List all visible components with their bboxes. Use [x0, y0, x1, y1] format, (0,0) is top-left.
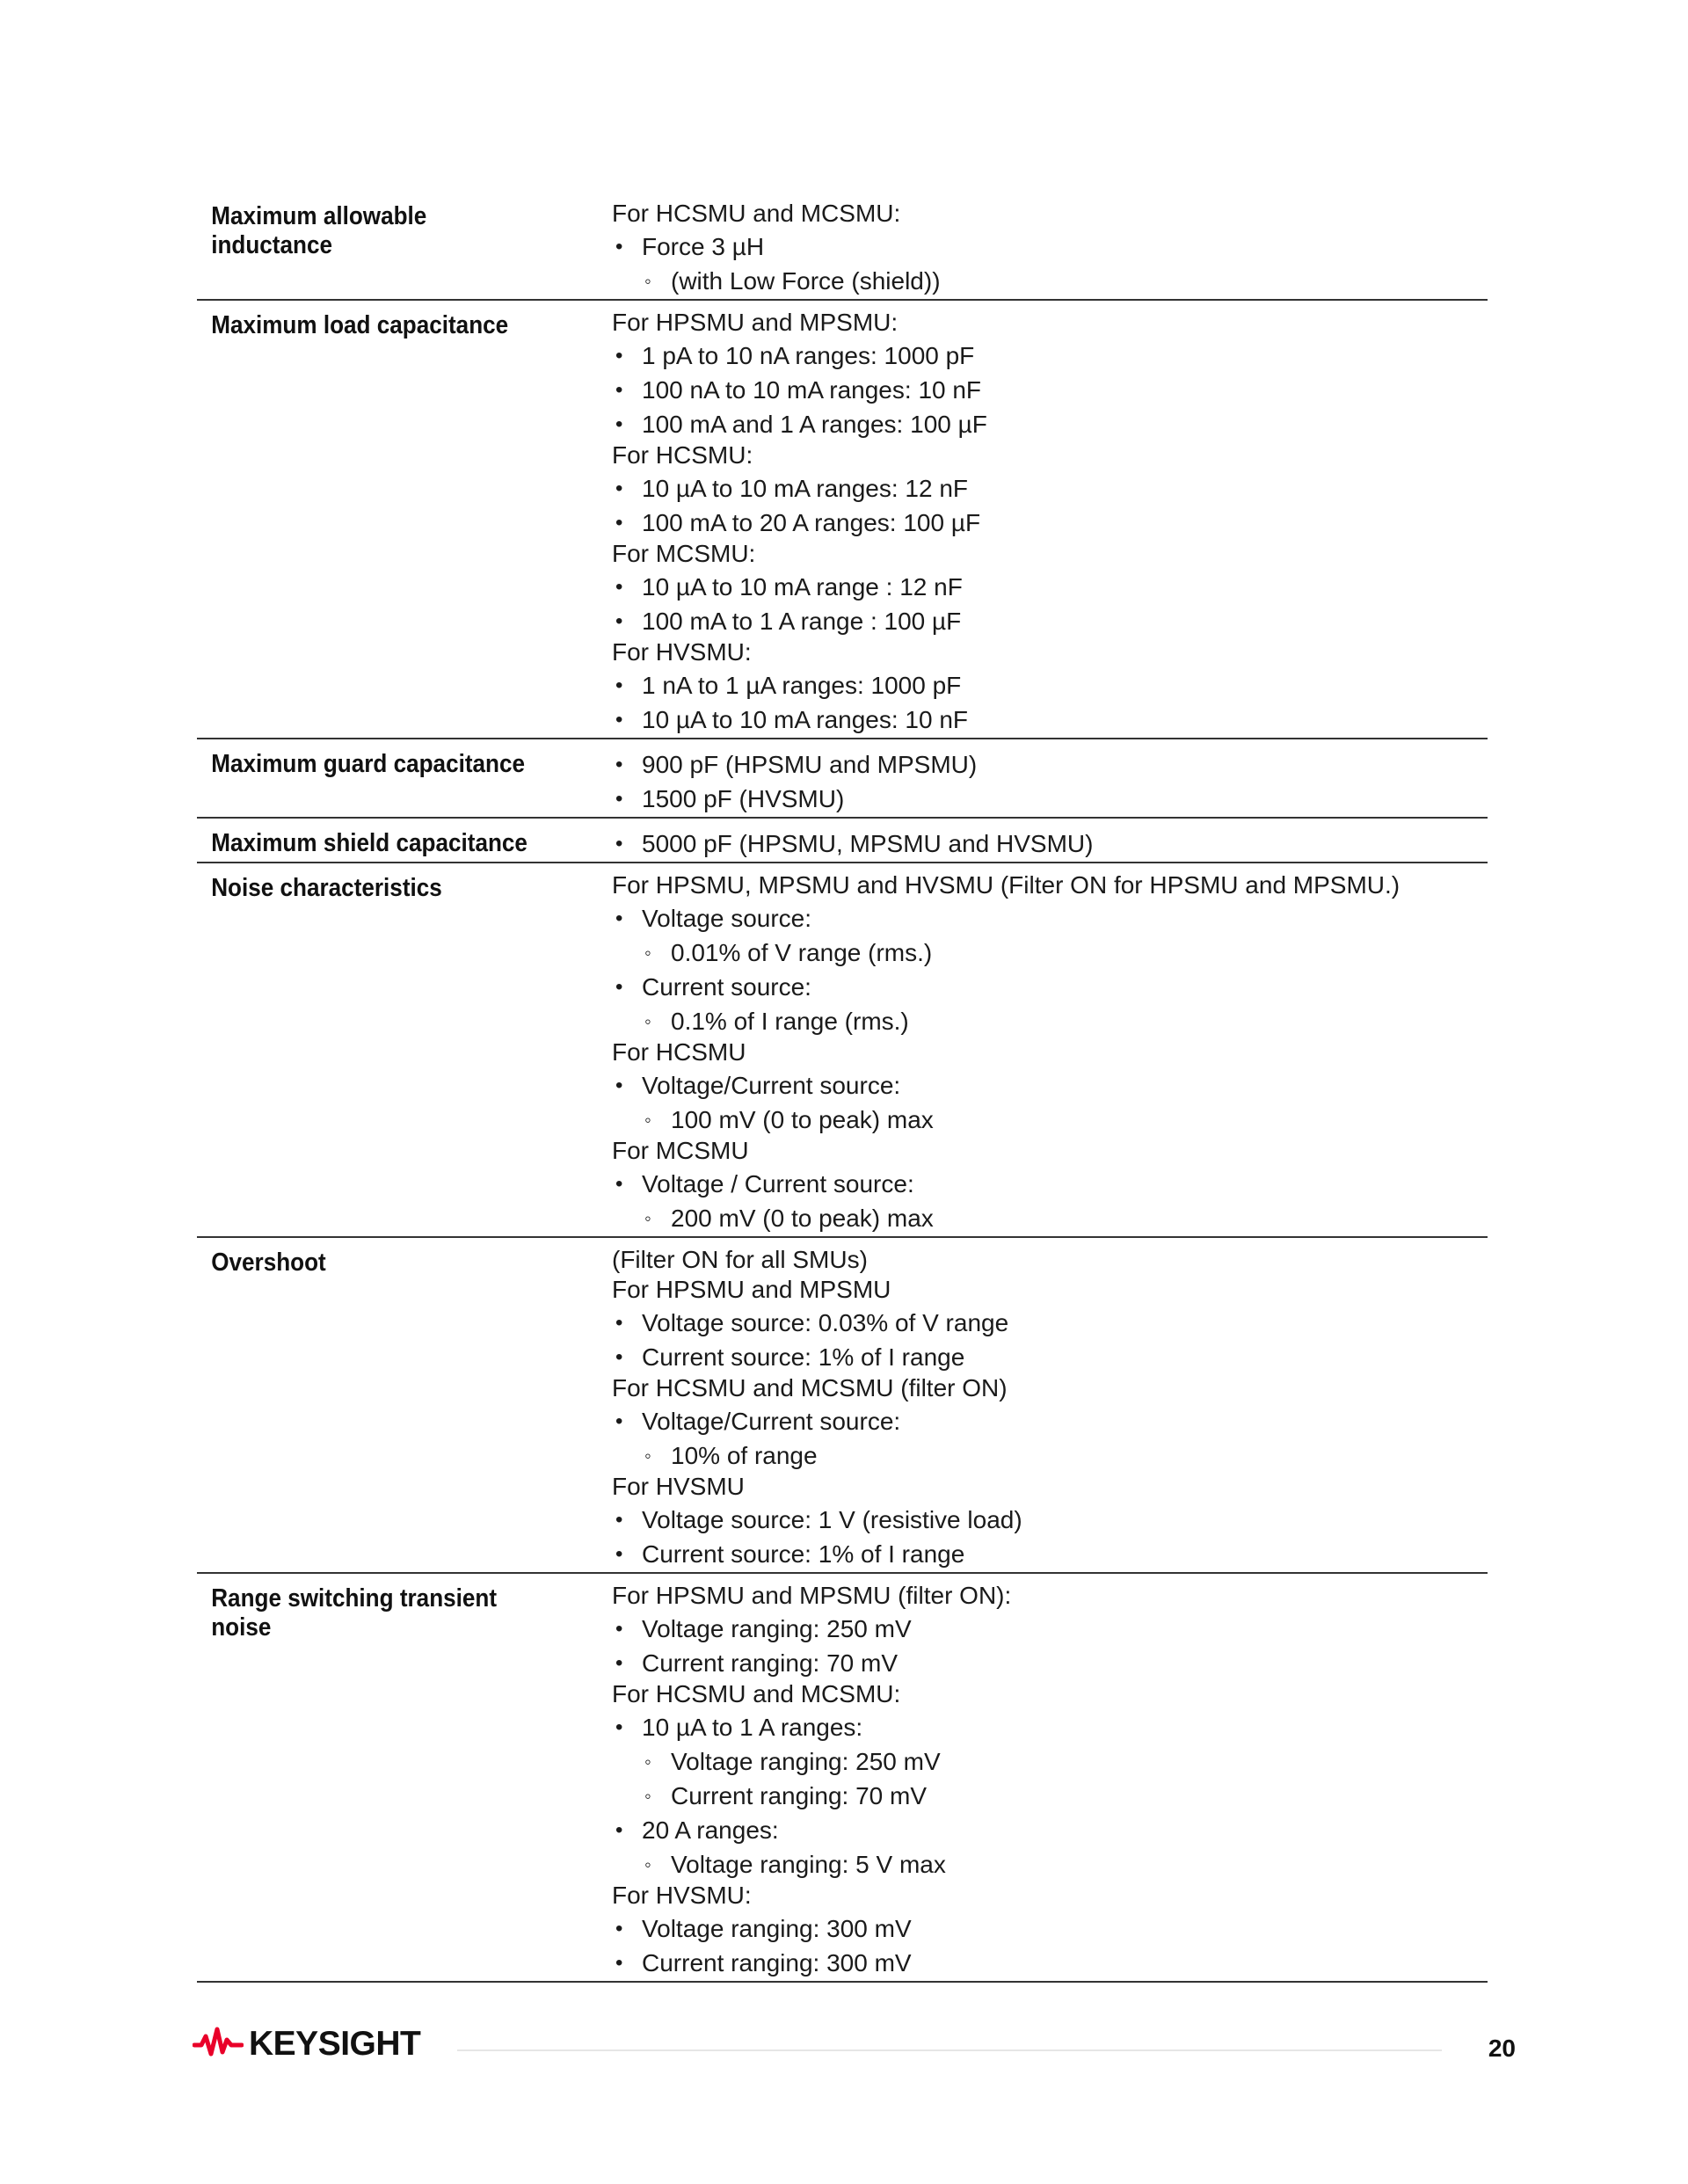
sub-bullet-item: ◦ 10% of range	[612, 1439, 1488, 1472]
spec-row	[197, 300, 1488, 739]
group-heading: For HCSMU and MCSMU:	[612, 1680, 901, 1707]
bullet-item: • Voltage / Current source:	[612, 1168, 1488, 1200]
sub-bullet-item: ◦ 0.01% of V range (rms.)	[612, 936, 1488, 969]
parameter-name: Noise characteristics	[211, 874, 442, 902]
bullet-item: • Voltage source: 0.03% of V range	[612, 1307, 1488, 1339]
group-heading: For MCSMU:	[612, 540, 756, 567]
sub-bullet-item: ◦ 100 mV (0 to peak) max	[612, 1103, 1488, 1136]
bullet-item: • Current source:	[612, 971, 1488, 1003]
spec-table-body	[197, 192, 1488, 1982]
parameter-name: Maximum shield capacitance	[211, 829, 528, 857]
keysight-wave-icon	[193, 2024, 244, 2064]
bullet-item: • 1 nA to 1 µA ranges: 1000 pF	[612, 669, 1488, 702]
group-heading: (Filter ON for all SMUs)	[612, 1246, 868, 1273]
bullet-item: • 10 µA to 10 mA ranges: 12 nF	[612, 472, 1488, 505]
bullet-item: • 100 nA to 10 mA ranges: 10 nF	[612, 374, 1488, 406]
spec-row	[197, 818, 1488, 863]
sub-bullet-item: ◦ Voltage ranging: 5 V max	[612, 1848, 1488, 1881]
keysight-wordmark: KEYSIGHT	[249, 2024, 421, 2063]
bullet-item: • 5000 pF (HPSMU, MPSMU and HVSMU)	[612, 827, 1488, 860]
bullet-item: • 100 mA to 20 A ranges: 100 µF	[612, 506, 1488, 539]
group-heading: For HPSMU and MPSMU:	[612, 309, 899, 336]
spec-table	[197, 192, 1488, 1983]
bullet-item: • 1 pA to 10 nA ranges: 1000 pF	[612, 339, 1488, 372]
bullet-item: • Current ranging: 300 mV	[612, 1947, 1488, 1979]
group-heading: For HPSMU and MPSMU (filter ON):	[612, 1582, 1012, 1609]
spec-row	[197, 863, 1488, 1237]
bullet-item: • 10 µA to 10 mA range : 12 nF	[612, 571, 1488, 603]
parameter-name: Maximum load capacitance	[211, 311, 509, 339]
sub-bullet-item: ◦ (with Low Force (shield))	[612, 265, 1488, 297]
footer-divider	[457, 2049, 1442, 2051]
group-heading: For HVSMU:	[612, 638, 752, 666]
bullet-item: • 10 µA to 10 mA ranges: 10 nF	[612, 703, 1488, 736]
group-heading: For HVSMU	[612, 1473, 745, 1500]
parameter-values	[593, 1573, 1488, 1982]
group-heading: For MCSMU	[612, 1137, 749, 1164]
bullet-item: • 100 mA to 1 A range : 100 µF	[612, 605, 1488, 637]
parameter-values	[593, 863, 1488, 1237]
parameter-values	[593, 1237, 1488, 1573]
keysight-logo	[193, 2024, 420, 2064]
bullet-item: • Voltage/Current source:	[612, 1405, 1488, 1438]
sub-bullet-item: ◦ Voltage ranging: 250 mV	[612, 1745, 1488, 1778]
bullet-item: • Voltage source: 1 V (resistive load)	[612, 1503, 1488, 1536]
group-heading: For HPSMU, MPSMU and HVSMU (Filter ON for HPSMU and MPSMU.)	[612, 871, 1401, 899]
sub-bullet-item: ◦ Current ranging: 70 mV	[612, 1780, 1488, 1812]
spec-row	[197, 1573, 1488, 1982]
parameter-name: Maximum allowable inductance	[211, 202, 427, 259]
bullet-item: • 10 µA to 1 A ranges:	[612, 1711, 1488, 1744]
spec-row	[197, 192, 1488, 300]
bullet-item: • Current source: 1% of I range	[612, 1538, 1488, 1570]
group-heading: For HCSMU	[612, 1038, 746, 1066]
parameter-name: Maximum guard capacitance	[211, 750, 526, 778]
group-heading: For HCSMU and MCSMU (filter ON)	[612, 1374, 1008, 1401]
spec-row	[197, 739, 1488, 818]
parameter-values	[593, 192, 1488, 300]
parameter-name: Overshoot	[211, 1249, 326, 1277]
parameter-values	[593, 300, 1488, 739]
bullet-item: • Current source: 1% of I range	[612, 1341, 1488, 1373]
bullet-item: • Force 3 µH	[612, 230, 1488, 263]
group-heading: For HCSMU:	[612, 441, 753, 469]
group-heading: For HVSMU:	[612, 1882, 752, 1909]
bullet-item: • 20 A ranges:	[612, 1814, 1488, 1846]
bullet-item: • Voltage ranging: 300 mV	[612, 1912, 1488, 1945]
parameter-name: Range switching transient noise	[211, 1584, 498, 1642]
bullet-item: • Voltage ranging: 250 mV	[612, 1613, 1488, 1645]
bullet-item: • 100 mA and 1 A ranges: 100 µF	[612, 408, 1488, 440]
spec-row	[197, 1237, 1488, 1573]
sub-bullet-item: ◦ 200 mV (0 to peak) max	[612, 1202, 1488, 1234]
parameter-values	[593, 739, 1488, 818]
bullet-item: • Voltage source:	[612, 902, 1488, 935]
group-heading: For HPSMU and MPSMU	[612, 1276, 891, 1303]
bullet-item: • Current ranging: 70 mV	[612, 1647, 1488, 1679]
bullet-item: • 900 pF (HPSMU and MPSMU)	[612, 748, 1488, 781]
group-heading: For HCSMU and MCSMU:	[612, 200, 901, 227]
bullet-item: • 1500 pF (HVSMU)	[612, 783, 1488, 815]
sub-bullet-item: ◦ 0.1% of I range (rms.)	[612, 1005, 1488, 1037]
parameter-values	[593, 818, 1488, 863]
page-number: 20	[1488, 2035, 1516, 2062]
bullet-item: • Voltage/Current source:	[612, 1069, 1488, 1102]
